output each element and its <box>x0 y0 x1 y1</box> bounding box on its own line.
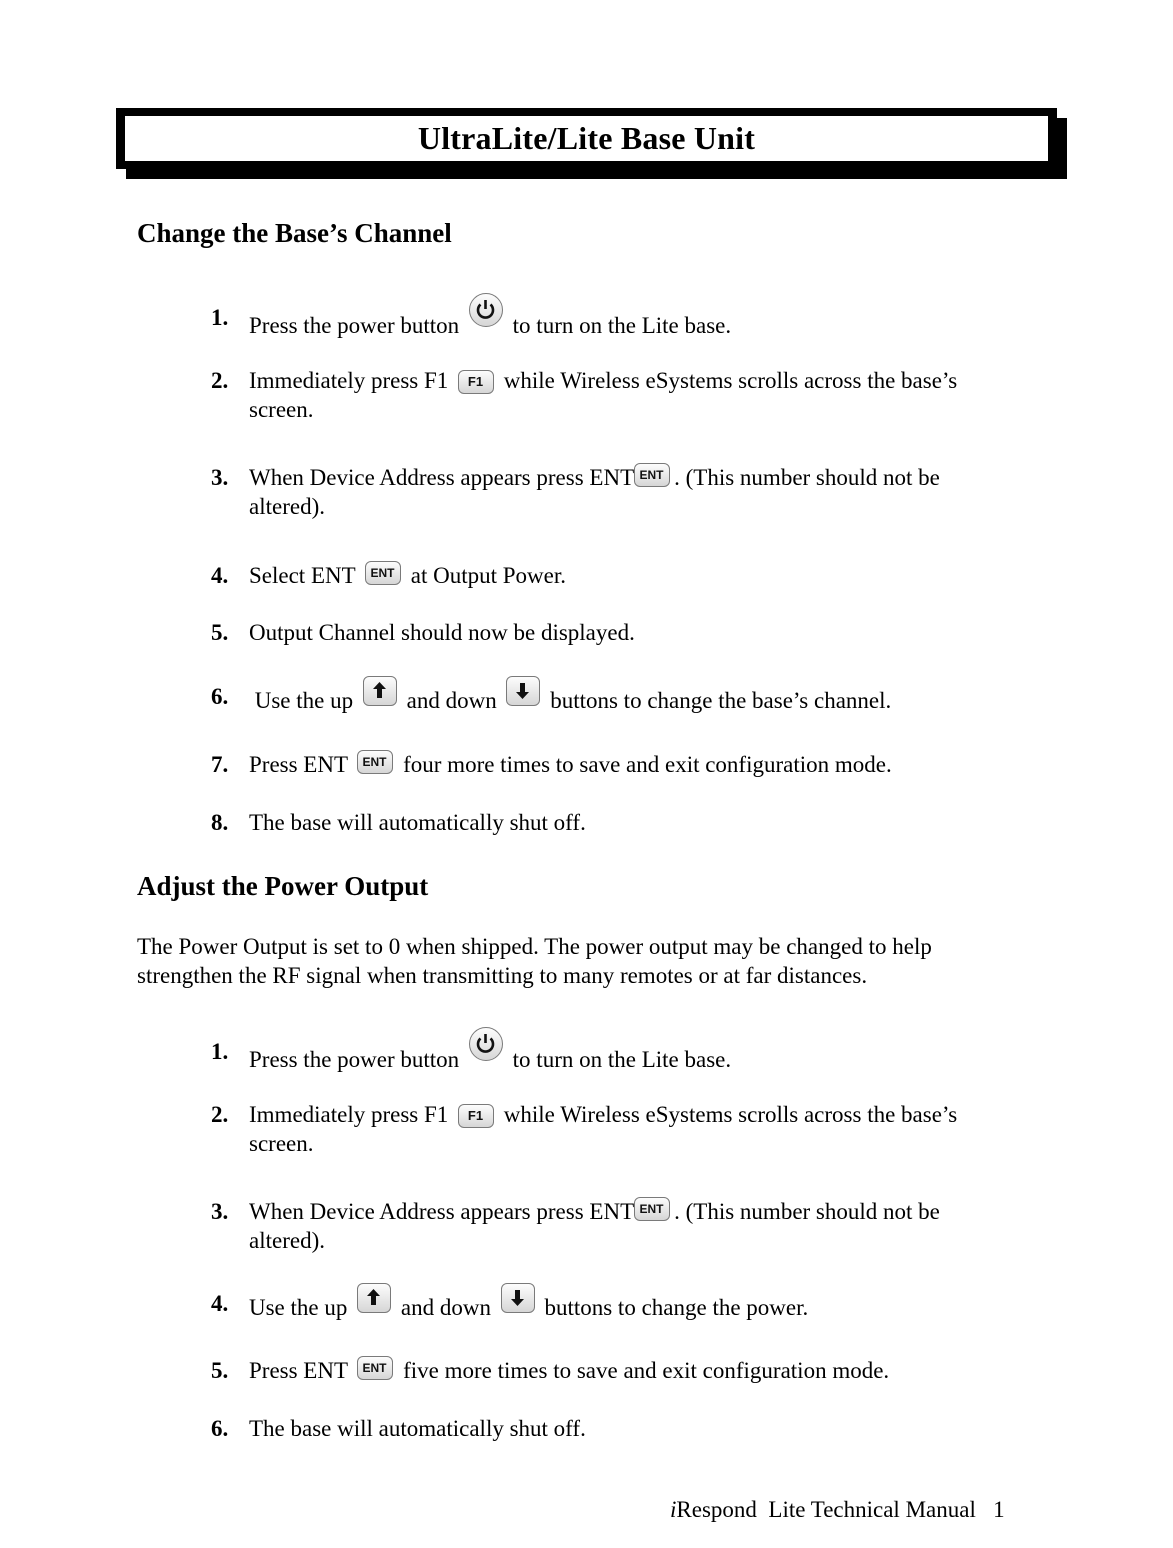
step-text: Press ENT <box>249 1358 348 1383</box>
step-text: while Wireless eSystems scrolls across the base’s <box>503 368 958 393</box>
step-text: Use the up <box>249 688 354 713</box>
f1-key-icon <box>458 1104 494 1128</box>
step-text: Select ENT <box>249 563 356 588</box>
section-heading-channel: Change the Base’s Channel <box>137 218 452 248</box>
step-text: buttons to change the base’s channel. <box>550 688 892 713</box>
intro-line: The Power Output is set to 0 when shipped. The power output may be changed to help <box>137 934 932 959</box>
step-text: . (This number should not be <box>674 1199 940 1224</box>
step-text: five more times to save and exit configuration mode. <box>403 1358 890 1383</box>
step-number: 2. <box>211 1102 229 1127</box>
footer-text: Respond Lite Technical Manual 1 <box>676 1497 1005 1522</box>
step-text: buttons to change the power. <box>544 1295 809 1320</box>
step-text: altered). <box>249 1228 325 1253</box>
step-number: 5. <box>211 1358 229 1383</box>
ent-key-label: ENT <box>362 755 387 769</box>
step-text: When Device Address appears press ENT <box>249 1199 635 1224</box>
ent-key-icon <box>357 1356 393 1380</box>
ent-key-label: ENT <box>639 468 664 482</box>
title-banner <box>116 108 1067 179</box>
ent-key-icon <box>357 750 393 774</box>
footer-prefix: i <box>670 1497 677 1522</box>
step-text: Press the power button <box>249 1047 460 1072</box>
step-text: to turn on the Lite base. <box>512 313 732 338</box>
page-footer <box>670 1497 1005 1523</box>
step-text: while Wireless eSystems scrolls across the base’s <box>503 1102 958 1127</box>
ent-key-label: ENT <box>370 566 395 580</box>
intro-line: strengthen the RF signal when transmitting to many remotes or at far distances. <box>137 963 868 988</box>
step-text: at Output Power. <box>410 563 566 588</box>
step-text: Press ENT <box>249 752 348 777</box>
step-number: 6. <box>211 1416 229 1441</box>
down-arrow-icon <box>506 676 540 706</box>
step-text: Use the up <box>249 1295 348 1320</box>
ent-key-icon <box>634 1197 670 1221</box>
section-heading-power: Adjust the Power Output <box>137 871 429 901</box>
step-text: and down <box>406 688 497 713</box>
ent-key-icon <box>634 463 670 487</box>
step-number: 5. <box>211 620 229 645</box>
up-arrow-icon <box>357 1283 391 1313</box>
up-arrow-icon <box>363 676 397 706</box>
down-arrow-icon <box>501 1283 535 1313</box>
step-text: Immediately press F1 <box>249 1102 449 1127</box>
f1-key-label: F1 <box>467 374 484 389</box>
step-number: 6. <box>211 684 229 709</box>
step-text: screen. <box>249 397 314 422</box>
step-text: When Device Address appears press ENT <box>249 465 635 490</box>
step-text: and down <box>400 1295 491 1320</box>
step-text: The base will automatically shut off. <box>249 1416 586 1441</box>
step-text: Output Channel should now be displayed. <box>249 620 635 645</box>
ent-key-label: ENT <box>639 1202 664 1216</box>
step-number: 7. <box>211 752 229 777</box>
step-number: 4. <box>211 563 229 588</box>
f1-key-icon <box>458 370 494 394</box>
step-number: 2. <box>211 368 229 393</box>
ent-key-icon <box>365 561 401 585</box>
step-number: 8. <box>211 810 229 835</box>
step-text: . (This number should not be <box>674 465 940 490</box>
step-number: 3. <box>211 1199 229 1224</box>
power-icon <box>469 293 503 327</box>
step-text: The base will automatically shut off. <box>249 810 586 835</box>
step-number: 4. <box>211 1291 229 1316</box>
f1-key-label: F1 <box>467 1108 484 1123</box>
step-text: to turn on the Lite base. <box>512 1047 732 1072</box>
step-text: Immediately press F1 <box>249 368 449 393</box>
step-text: four more times to save and exit configuration mode. <box>403 752 892 777</box>
step-text: screen. <box>249 1131 314 1156</box>
ent-key-label: ENT <box>362 1361 387 1375</box>
step-number: 3. <box>211 465 229 490</box>
page-title: UltraLite/Lite Base Unit <box>125 116 1048 161</box>
power-intro <box>137 932 1037 990</box>
step-number: 1. <box>211 1039 229 1064</box>
step-number: 1. <box>211 305 229 330</box>
power-icon <box>469 1027 503 1061</box>
step-text: altered). <box>249 494 325 519</box>
title-frame <box>116 108 1057 169</box>
step-text: Press the power button <box>249 313 460 338</box>
